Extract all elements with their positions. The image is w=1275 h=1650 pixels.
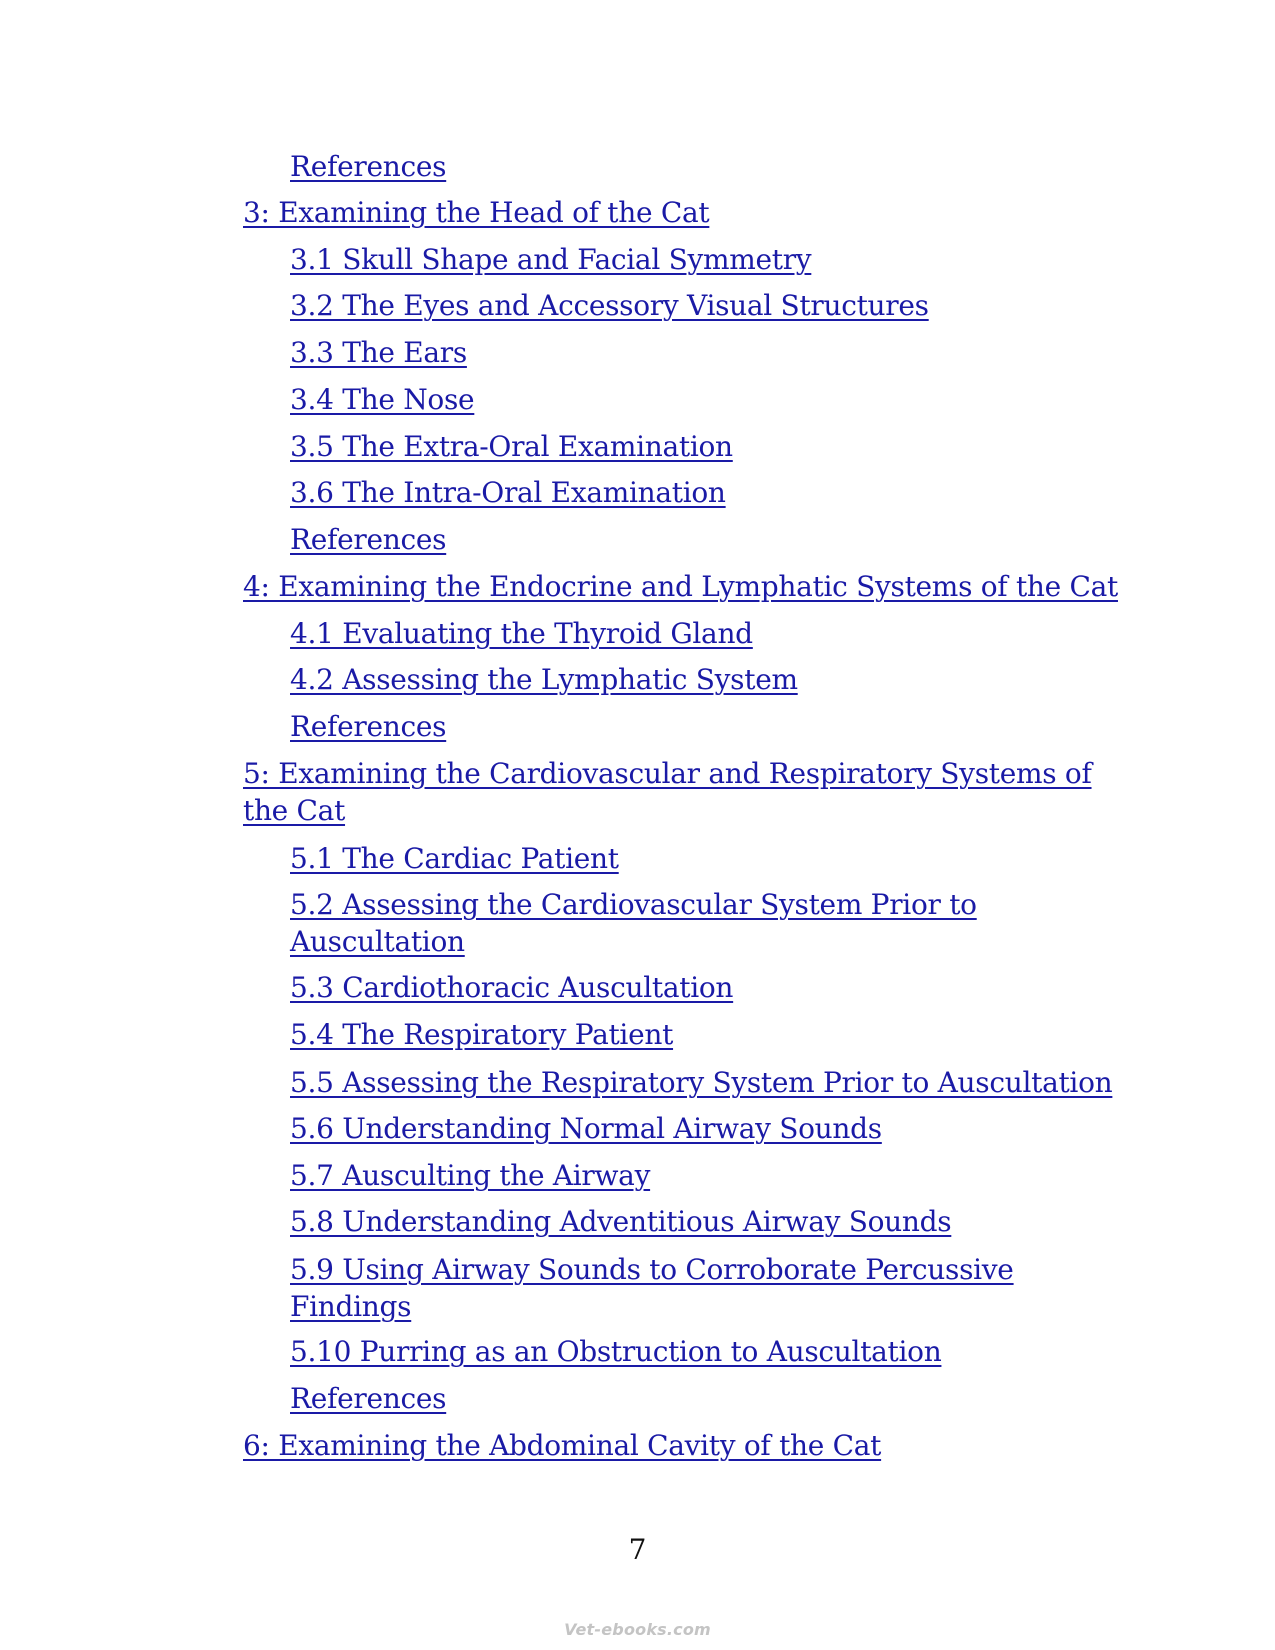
toc-link-section-3-4[interactable]: 3.4 The Nose: [290, 383, 475, 416]
toc-link-section-3-6[interactable]: 3.6 The Intra-Oral Examination: [290, 476, 726, 509]
toc-link-section-5-9-continued[interactable]: Findings: [290, 1290, 412, 1323]
toc-link-section-5-8[interactable]: 5.8 Understanding Adventitious Airway Sounds: [290, 1205, 952, 1238]
toc-link-section-5-7[interactable]: 5.7 Ausculting the Airway: [290, 1159, 651, 1192]
toc-link-chapter-6[interactable]: 6: Examining the Abdominal Cavity of the Cat: [243, 1429, 882, 1462]
toc-link-chapter-5[interactable]: 5: Examining the Cardiovascular and Respiratory Systems of: [243, 757, 1092, 790]
toc-link-section-4-2[interactable]: 4.2 Assessing the Lymphatic System: [290, 663, 798, 696]
toc-link-references[interactable]: References: [290, 710, 447, 743]
toc-link-section-5-6[interactable]: 5.6 Understanding Normal Airway Sounds: [290, 1112, 882, 1145]
toc-link-chapter-3[interactable]: 3: Examining the Head of the Cat: [243, 196, 710, 229]
toc-link-section-5-9[interactable]: 5.9 Using Airway Sounds to Corroborate Percussive: [290, 1253, 1014, 1286]
toc-link-section-5-3[interactable]: 5.3 Cardiothoracic Auscultation: [290, 971, 734, 1004]
watermark-logo: Vet-ebooks.com: [564, 1620, 711, 1639]
toc-link-chapter-4[interactable]: 4: Examining the Endocrine and Lymphatic Systems of the Cat: [243, 570, 1118, 603]
toc-link-section-5-1[interactable]: 5.1 The Cardiac Patient: [290, 842, 619, 875]
toc-link-references[interactable]: References: [290, 523, 447, 556]
toc-link-section-5-5[interactable]: 5.5 Assessing the Respiratory System Prior to Auscultation: [290, 1066, 1113, 1099]
toc-link-references[interactable]: References: [290, 1382, 447, 1415]
toc-link-section-4-1[interactable]: 4.1 Evaluating the Thyroid Gland: [290, 617, 753, 650]
toc-link-section-5-10[interactable]: 5.10 Purring as an Obstruction to Auscultation: [290, 1335, 942, 1368]
toc-link-section-3-2[interactable]: 3.2 The Eyes and Accessory Visual Structures: [290, 289, 929, 322]
toc-link-section-5-4[interactable]: 5.4 The Respiratory Patient: [290, 1018, 674, 1051]
page-number: 7: [628, 1533, 647, 1566]
toc-link-section-5-2[interactable]: 5.2 Assessing the Cardiovascular System Prior to: [290, 888, 977, 921]
toc-link-references[interactable]: References: [290, 150, 447, 183]
toc-link-chapter-5-continued[interactable]: the Cat: [243, 794, 346, 827]
toc-link-section-3-3[interactable]: 3.3 The Ears: [290, 336, 467, 369]
toc-link-section-3-1[interactable]: 3.1 Skull Shape and Facial Symmetry: [290, 243, 812, 276]
toc-link-section-3-5[interactable]: 3.5 The Extra-Oral Examination: [290, 430, 733, 463]
toc-link-section-5-2-continued[interactable]: Auscultation: [290, 925, 465, 958]
